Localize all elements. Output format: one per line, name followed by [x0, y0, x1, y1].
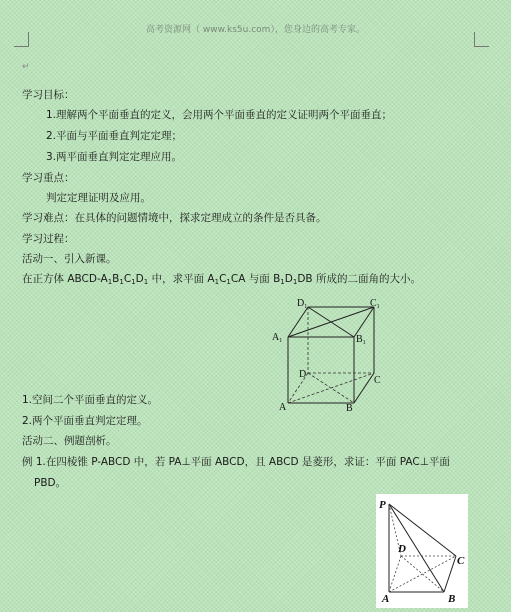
item-1: 1.空间二个平面垂直的定义。	[22, 394, 159, 406]
goals-title: 学习目标：	[22, 89, 75, 101]
label-A: A	[279, 402, 287, 413]
label-D1: $D_1$	[297, 298, 308, 310]
corner-mark-right	[474, 32, 489, 47]
label-D: D	[299, 369, 307, 380]
label-B-pyramid: B	[448, 593, 456, 605]
label-D-pyramid: D	[398, 543, 406, 555]
activity-1: 活动一、引入新课。	[22, 253, 117, 265]
page-header: 高考资源网（ www.ks5u.com），您身边的高考专家。	[146, 25, 365, 35]
key-title: 学习重点：	[22, 172, 75, 184]
label-C-pyramid: C	[457, 555, 465, 567]
key-text: 判定定理证明及应用。	[46, 192, 151, 204]
label-A-pyramid: A	[382, 593, 390, 605]
label-P: P	[379, 499, 386, 511]
cube-figure	[268, 290, 398, 415]
difficulty-text: 学习难点：在具体的问题情境中，探求定理成立的条件是否具备。	[22, 212, 327, 224]
cube-problem: 在正方体 ABCD-$A_1B_1C_1D_1$ 中，求平面 $A_1C_1CA$ 与面 $B_1D_1DB$ 所成的二面角的大小。	[22, 273, 421, 286]
label-C: C	[374, 375, 381, 386]
goal-2: 2.平面与平面垂直判定定理；	[46, 130, 183, 142]
label-B1: $B_1$	[356, 334, 366, 346]
paragraph-mark: ↵	[22, 62, 30, 72]
goal-1: 1.理解两个平面垂直的定义，会用两个平面垂直的定义证明两个平面垂直；	[46, 109, 393, 121]
process-title: 学习过程：	[22, 233, 75, 245]
corner-mark-left	[14, 32, 29, 47]
item-2: 2.两个平面垂直判定定理。	[22, 415, 148, 427]
example-1-line2: PBD。	[34, 477, 67, 489]
label-B: B	[346, 403, 353, 414]
example-1-line1: 例 1.在四棱锥 P-ABCD 中，若 PA⊥平面 ABCD，且 ABCD 是菱形，求证：平面 PAC⊥平面	[22, 456, 450, 468]
label-A1: $A_1$	[272, 332, 283, 344]
label-C1: $C_1$	[370, 298, 380, 310]
activity-2: 活动二、例题剖析。	[22, 435, 117, 447]
goal-3: 3.两平面垂直判定定理应用。	[46, 151, 183, 163]
pyramid-figure	[376, 494, 468, 608]
